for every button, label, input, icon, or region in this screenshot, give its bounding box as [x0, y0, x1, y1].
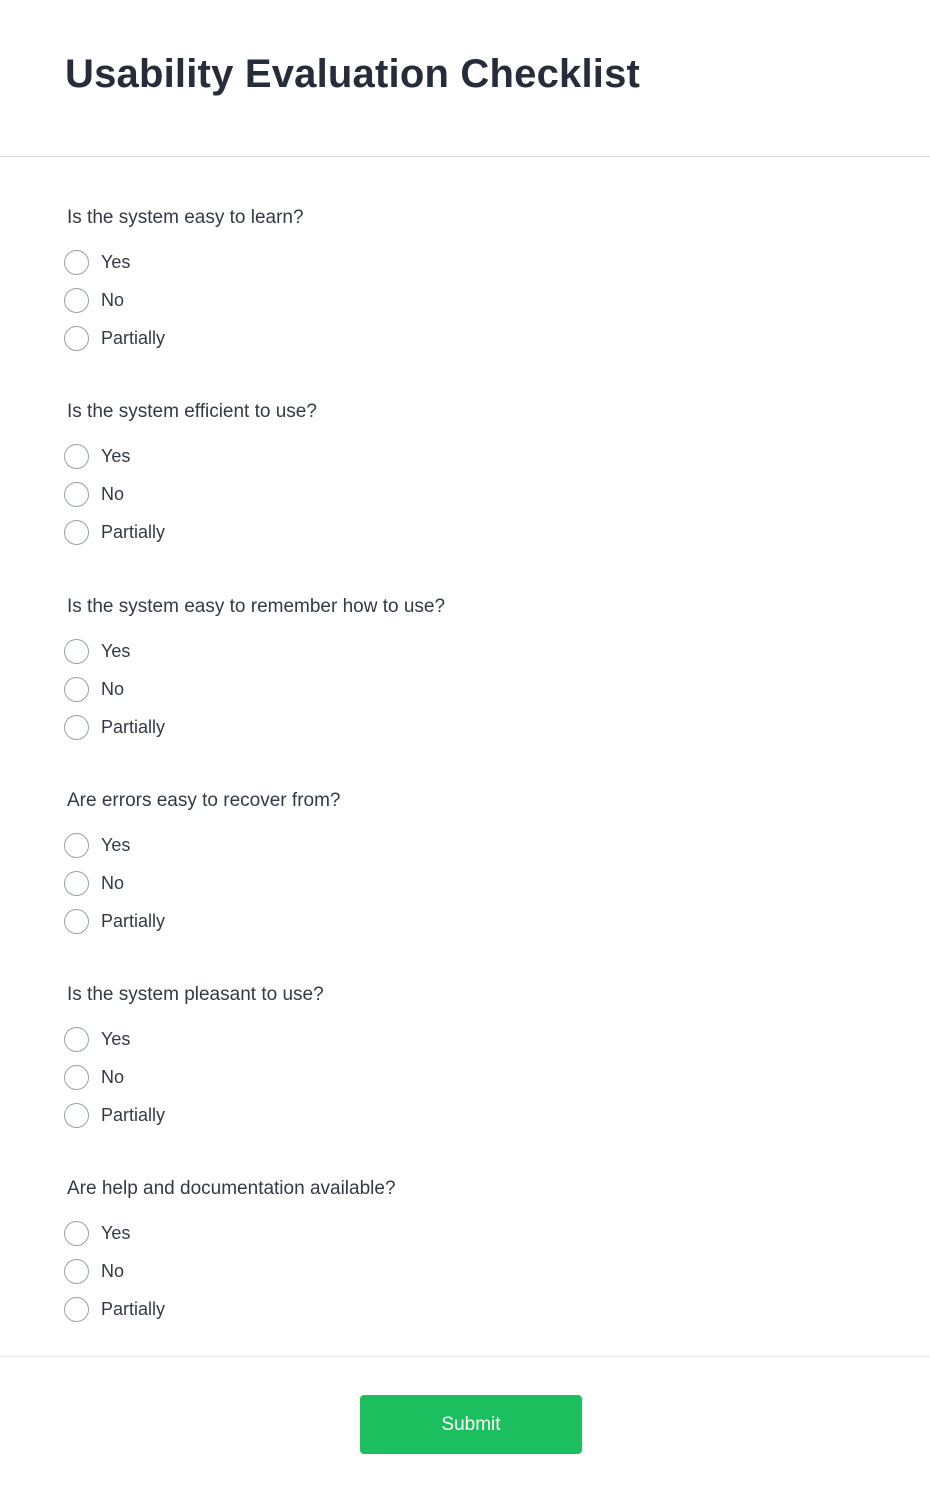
option-partially[interactable] [64, 714, 324, 740]
option-no[interactable] [64, 1064, 324, 1090]
option-label: No [101, 1260, 125, 1281]
radio-button[interactable] [64, 250, 89, 275]
option-label: No [101, 289, 125, 310]
footer-divider [0, 1356, 930, 1357]
radio-button[interactable] [64, 1297, 89, 1322]
option-yes[interactable] [64, 249, 324, 275]
option-label: Yes [101, 834, 131, 855]
option-label: Partially [101, 910, 166, 931]
option-partially[interactable] [64, 908, 324, 934]
question-label: Are errors easy to recover from? [67, 790, 341, 811]
question-label: Is the system pleasant to use? [67, 984, 324, 1005]
radio-button[interactable] [64, 1103, 89, 1128]
option-partially[interactable] [64, 325, 324, 351]
option-no[interactable] [64, 1258, 324, 1284]
radio-button[interactable] [64, 833, 89, 858]
option-label: Yes [101, 1028, 131, 1049]
option-yes[interactable] [64, 443, 324, 469]
radio-button[interactable] [64, 715, 89, 740]
question-label: Are help and documentation available? [67, 1178, 396, 1199]
radio-button[interactable] [64, 871, 89, 896]
radio-button[interactable] [64, 909, 89, 934]
radio-button[interactable] [64, 444, 89, 469]
question-label: Is the system efficient to use? [67, 401, 317, 422]
option-partially[interactable] [64, 1296, 324, 1322]
option-label: Yes [101, 1222, 131, 1243]
option-label: Yes [101, 640, 131, 661]
radio-button[interactable] [64, 326, 89, 351]
option-label: Yes [101, 251, 131, 272]
option-label: No [101, 483, 125, 504]
form-header [0, 0, 930, 157]
radio-button[interactable] [64, 288, 89, 313]
option-label: Partially [101, 1298, 166, 1319]
radio-button[interactable] [64, 639, 89, 664]
option-no[interactable] [64, 676, 324, 702]
option-label: No [101, 1066, 125, 1087]
option-yes[interactable] [64, 638, 324, 664]
radio-button[interactable] [64, 1259, 89, 1284]
radio-button[interactable] [64, 482, 89, 507]
option-label: Partially [101, 327, 166, 348]
radio-button[interactable] [64, 1027, 89, 1052]
option-label: No [101, 678, 125, 699]
option-yes[interactable] [64, 1220, 324, 1246]
radio-button[interactable] [64, 677, 89, 702]
option-label: Partially [101, 716, 166, 737]
option-no[interactable] [64, 870, 324, 896]
option-yes[interactable] [64, 1026, 324, 1052]
option-no[interactable] [64, 287, 324, 313]
option-yes[interactable] [64, 832, 324, 858]
option-no[interactable] [64, 481, 324, 507]
submit-button[interactable]: Submit [360, 1395, 582, 1454]
option-label: Partially [101, 521, 166, 542]
question-label: Is the system easy to learn? [67, 207, 304, 228]
question-label: Is the system easy to remember how to use? [67, 596, 446, 617]
option-label: Yes [101, 445, 131, 466]
option-partially[interactable] [64, 1102, 324, 1128]
radio-button[interactable] [64, 1221, 89, 1246]
option-partially[interactable] [64, 519, 324, 545]
radio-button[interactable] [64, 520, 89, 545]
page-title: Usability Evaluation Checklist [65, 52, 641, 96]
radio-button[interactable] [64, 1065, 89, 1090]
option-label: Partially [101, 1104, 166, 1125]
option-label: No [101, 872, 125, 893]
